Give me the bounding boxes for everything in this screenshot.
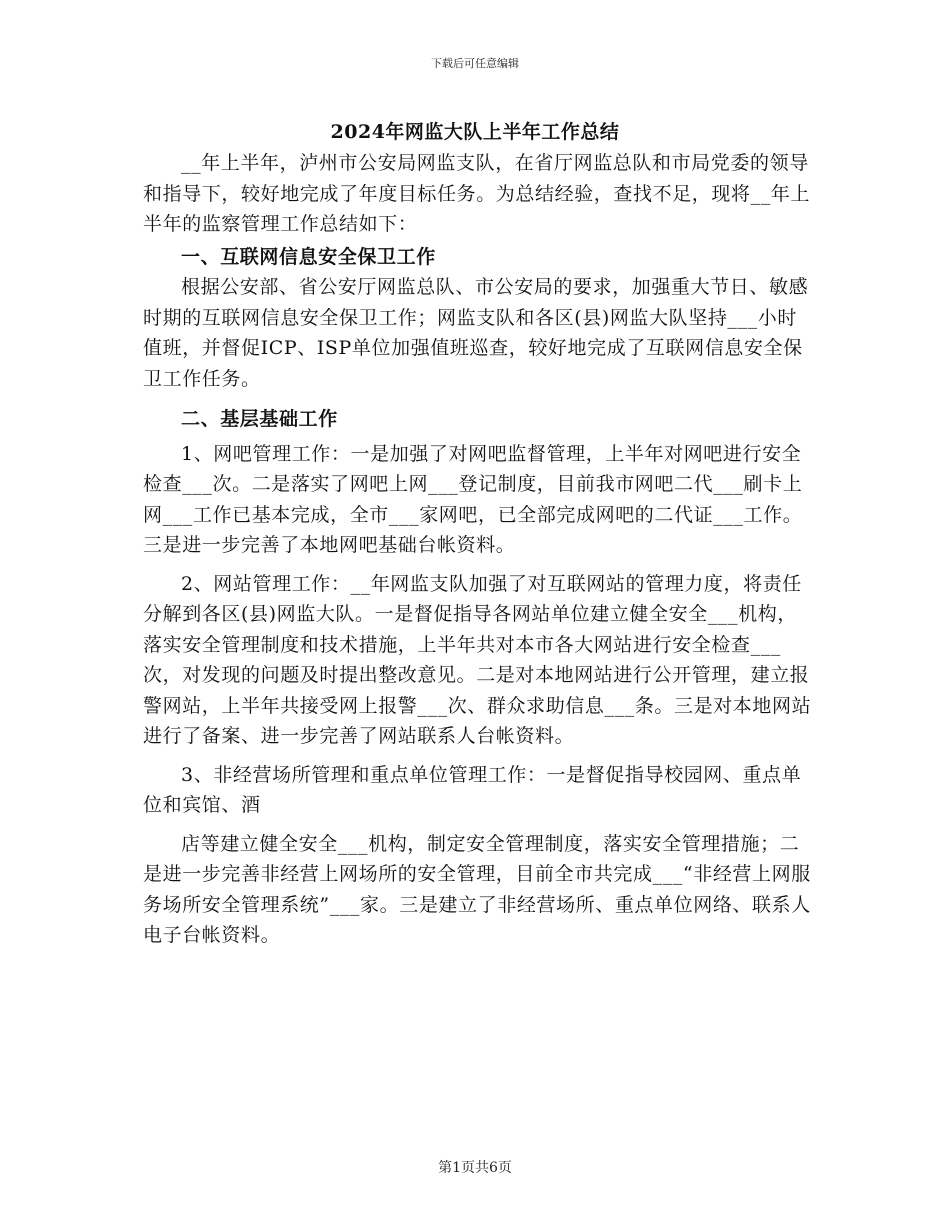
- document-title: 2024年网监大队上半年工作总结: [330, 121, 620, 143]
- page-number: 第1页共6页: [438, 1160, 512, 1176]
- section-heading: 一、互联网信息安全保卫工作: [181, 245, 436, 268]
- intro-paragraph: __年上半年，泸州市公安局网监支队，在省厅网监总队和市局党委的领导和指导下，较好地完成了年度目标任务。为总结经验，查找不足，现将__年上半年的监察管理工作总结如下：: [143, 152, 811, 235]
- section-heading: 二、基层基础工作: [181, 408, 338, 430]
- body-paragraph: 1、网吧管理工作：一是加强了对网吧监督管理，上半年对网吧进行安全检查___次。二是落实了网吧上网___登记制度，目前我市网吧二代___刷卡上网___工作已基本完成，全市___家网吧，已全部完成网吧的二代证___工作。三是进一步完善了本地网吧基础台帐资料。: [143, 442, 803, 556]
- body-paragraph: 3、非经营场所管理和重点单位管理工作：一是督促指导校园网、重点单位和宾馆、酒: [143, 763, 802, 816]
- document-body: [143, 148, 815, 951]
- body-paragraph: 2、网站管理工作：__年网监支队加强了对互联网站的管理力度，将责任分解到各区(县)网监大队。一是督促指导各网站单位建立健全安全___机构，落实安全管理制度和技术措施，上半年共对本市各大网站进行安全检查___次，对发现的问题及时提出整改意见。二是对本地网站进行公开管理，建立报警网站，上半年共接受网上报警___次、群众求助信息___条。三是对本地网站进行了备案、进一步完善了网站联系人台帐资料。: [143, 572, 812, 747]
- body-paragraph: 根据公安部、省公安厅网监总队、市公安局的要求，加强重大节日、敏感时期的互联网信息安全保卫工作；网监支队和各区(县)网监大队坚持___小时值班，并督促ICP、ISP单位加强值班巡查，较好地完成了互联网信息安全保卫工作任务。: [143, 276, 809, 390]
- header-note: 下载后可任意编辑: [431, 57, 519, 70]
- body-paragraph: 店等建立健全安全___机构，制定安全管理制度，落实安全管理措施；二是进一步完善非经营上网场所的安全管理，目前全市共完成___“非经营上网服务场所安全管理系统”___家。三是建立了非经营场所、重点单位网络、联系人电子台帐资料。: [143, 832, 811, 946]
